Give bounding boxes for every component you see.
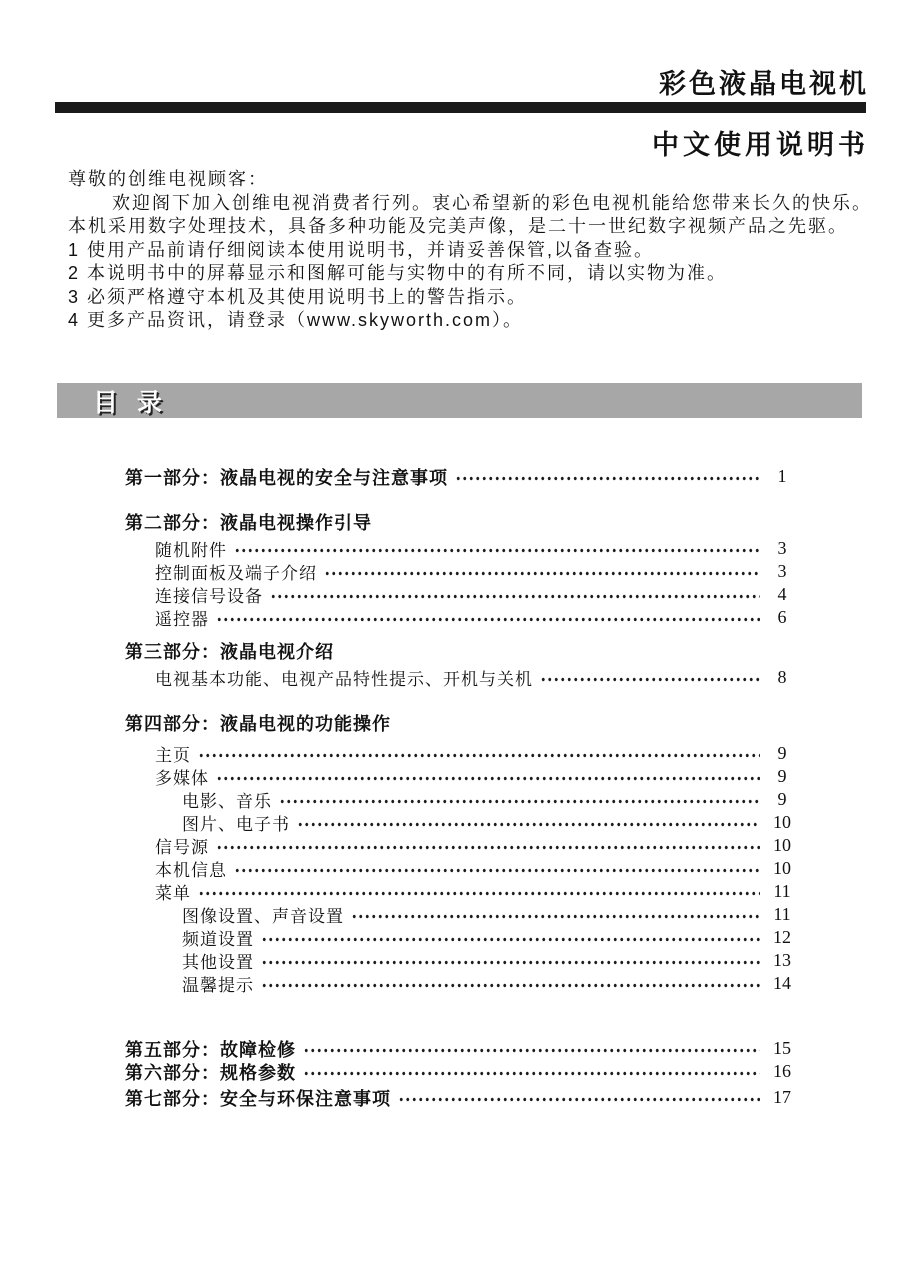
toc-row (155, 742, 800, 765)
toc-dot-leader (270, 583, 760, 606)
toc-entry-title: 第三部分：液晶电视介绍 (125, 641, 334, 662)
toc-page-number: 6 (777, 607, 787, 627)
toc-entry-title: 连接信号设备 (155, 587, 263, 606)
toc-page-number: 11 (773, 904, 791, 924)
toc-dot-leader (540, 666, 760, 689)
intro-block (68, 168, 872, 333)
toc-page-number: 10 (773, 835, 791, 855)
toc-entry-title: 本机信息 (155, 861, 227, 880)
toc-page-number: 15 (773, 1038, 791, 1058)
toc-row (155, 834, 800, 857)
toc-entry-title: 随机附件 (155, 541, 227, 560)
toc-dot-leader (455, 465, 760, 488)
toc-entry-title: 主页 (155, 746, 191, 765)
toc-row (155, 583, 800, 606)
toc-row (182, 788, 800, 811)
toc-dot-leader (261, 926, 760, 949)
toc-page-number: 16 (773, 1061, 791, 1081)
toc-entry-title: 电影、音乐 (182, 792, 272, 811)
toc-dot-leader (398, 1086, 760, 1109)
toc-dot-leader (198, 742, 760, 765)
toc-entry-title: 温馨提示 (182, 976, 254, 995)
toc-page-number: 1 (777, 466, 787, 486)
toc-row (155, 666, 800, 689)
toc-entry-title: 电视基本功能、电视产品特性提示、开机与关机 (155, 670, 533, 689)
toc-dot-leader (297, 811, 760, 834)
toc-entry-title: 第六部分：规格参数 (125, 1062, 296, 1083)
toc-entry-title: 第四部分：液晶电视的功能操作 (125, 713, 391, 734)
toc-row (125, 1086, 800, 1109)
toc-page-number: 17 (773, 1087, 791, 1107)
toc-entry-title: 图片、电子书 (182, 815, 290, 834)
toc-heading-bar (57, 383, 862, 418)
manual-title: 中文使用说明书 (652, 130, 869, 160)
toc-row (125, 510, 800, 533)
toc-page-number: 10 (773, 812, 791, 832)
toc-row (125, 639, 800, 662)
toc-entry-title: 控制面板及端子介绍 (155, 564, 317, 583)
toc-row (182, 811, 800, 834)
toc-row (125, 1060, 800, 1083)
toc-dot-leader (261, 972, 760, 995)
product-title: 彩色液晶电视机 (659, 69, 869, 99)
toc-dot-leader (216, 606, 760, 629)
toc-dot-leader (234, 537, 760, 560)
header-divider-rule (55, 102, 866, 113)
toc-row (155, 880, 800, 903)
toc-page-number: 14 (773, 973, 791, 993)
intro-salutation: 尊敬的创维电视顾客： (68, 169, 268, 189)
toc-row (125, 1037, 800, 1060)
toc-page-number: 4 (777, 584, 787, 604)
toc-page-number: 8 (777, 667, 787, 687)
toc-entry-title: 遥控器 (155, 610, 209, 629)
toc-dot-leader (324, 560, 760, 583)
toc-dot-leader (279, 788, 760, 811)
toc-entry-title: 第五部分：故障检修 (125, 1039, 296, 1060)
toc-page-number: 3 (777, 538, 787, 558)
toc-dot-leader (216, 765, 760, 788)
toc-list (125, 465, 800, 1109)
toc-entry-title: 频道设置 (182, 930, 254, 949)
toc-page-number: 9 (777, 766, 787, 786)
toc-row (155, 560, 800, 583)
toc-page-number: 3 (777, 561, 787, 581)
toc-entry-title: 多媒体 (155, 769, 209, 788)
toc-entry-title: 图像设置、声音设置 (182, 907, 344, 926)
toc-dot-leader (198, 880, 760, 903)
toc-dot-leader (303, 1037, 760, 1060)
toc-page-number: 12 (773, 927, 791, 947)
toc-dot-leader (261, 949, 760, 972)
toc-dot-leader (303, 1060, 760, 1083)
toc-entry-title: 菜单 (155, 884, 191, 903)
toc-page-number: 10 (773, 858, 791, 878)
toc-row (182, 903, 800, 926)
toc-page-number: 9 (777, 789, 787, 809)
toc-page-number: 9 (777, 743, 787, 763)
toc-entry-title: 第一部分：液晶电视的安全与注意事项 (125, 467, 448, 488)
toc-entry-title: 信号源 (155, 838, 209, 857)
toc-dot-leader (216, 834, 760, 857)
toc-dot-leader (351, 903, 760, 926)
toc-dot-leader (234, 857, 760, 880)
toc-row (182, 972, 800, 995)
toc-row (155, 765, 800, 788)
intro-notes (68, 239, 866, 333)
toc-row (155, 537, 800, 560)
toc-page-number: 11 (773, 881, 791, 901)
intro-note: 1 使用产品前请仔细阅读本使用说明书，并请妥善保管,以备查验。 (68, 239, 655, 260)
intro-note: 4 更多产品资讯，请登录（www.skyworth.com）。 (68, 310, 524, 330)
toc-heading-label: 目 录 (93, 388, 168, 417)
toc-row (125, 711, 800, 734)
intro-note: 2 本说明书中的屏幕显示和图解可能与实物中的有所不同，请以实物为准。 (68, 263, 728, 283)
toc-row (182, 949, 800, 972)
toc-row (155, 606, 800, 629)
intro-note: 3 必须严格遵守本机及其使用说明书上的警告指示。 (68, 286, 528, 307)
toc-row (125, 465, 800, 488)
toc-entry-title: 第七部分：安全与环保注意事项 (125, 1088, 391, 1109)
toc-row (155, 857, 800, 880)
toc-page-number: 13 (773, 950, 791, 970)
toc-row (182, 926, 800, 949)
toc-entry-title: 其他设置 (182, 953, 254, 972)
toc-entry-title: 第二部分：液晶电视操作引导 (125, 512, 372, 533)
intro-welcome-line1: 欢迎阁下加入创维电视消费者行列。衷心希望新的彩色电视机能给您带来长久的快乐。 (112, 192, 872, 213)
intro-welcome-line2: 本机采用数字处理技术，具备多种功能及完美声像，是二十一世纪数字视频产品之先驱。 (68, 216, 848, 236)
